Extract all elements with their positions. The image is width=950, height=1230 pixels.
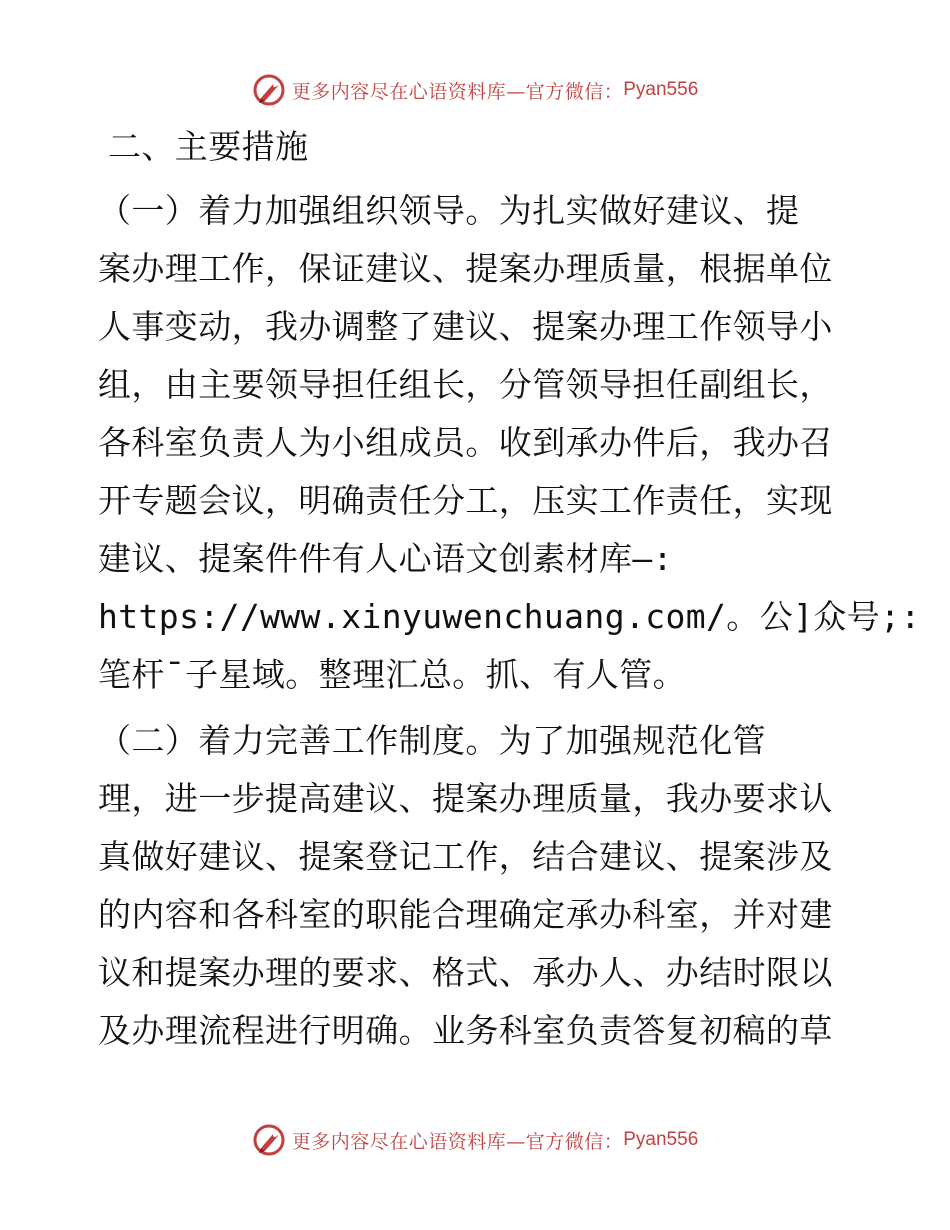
watermark-text: 更多内容尽在心语资料库—官方微信： <box>291 1130 624 1153</box>
paragraph-line: 真做好建议、提案登记工作，结合建议、提案涉及 <box>98 837 833 876</box>
paragraph-line: 及办理流程进行明确。业务科室负责答复初稿的草 <box>98 1011 833 1050</box>
paragraph-line: 建议、提案件件有人心语文创素材库—: <box>98 539 673 578</box>
paragraph-line: 议和提案办理的要求、格式、承办人、办结时限以 <box>98 953 833 992</box>
url-line: https://www.xinyuwenchuang.com/。公]众号;: <box>98 597 921 636</box>
paragraph-gap <box>98 704 858 712</box>
paragraph-line: （二）着力完善工作制度。为了加强规范化管 <box>98 721 766 760</box>
paragraph-line: 案办理工作，保证建议、提案办理质量，根据单位 <box>98 249 833 288</box>
watermark-wechat-id: Pyan556 <box>623 79 699 100</box>
footer-watermark <box>0 1120 950 1160</box>
paragraph-line: 笔杆¯子星域。整理汇总。抓、有人管。 <box>98 655 687 694</box>
watermark-wechat-id: Pyan556 <box>623 1129 699 1150</box>
paragraph-line: 的内容和各科室的职能合理确定承办科室，并对建 <box>98 895 833 934</box>
watermark-text: 更多内容尽在心语资料库—官方微信： <box>291 80 624 103</box>
header-watermark <box>0 70 950 110</box>
pen-logo-icon <box>252 1123 286 1157</box>
paragraph-line: 各科室负责人为小组成员。收到承办件后，我办召 <box>98 423 833 462</box>
pen-logo-icon <box>252 73 286 107</box>
document-body <box>98 118 921 1060</box>
paragraph-line: 人事变动，我办调整了建议、提案办理工作领导小 <box>98 307 833 346</box>
paragraph-line: 理，进一步提高建议、提案办理质量，我办要求认 <box>98 779 833 818</box>
paragraph-line: （一）着力加强组织领导。为扎实做好建议、提 <box>98 191 800 230</box>
paragraph-line: 组，由主要领导担任组长，分管领导担任副组长， <box>98 365 833 404</box>
paragraph-line: 开专题会议，明确责任分工，压实工作责任，实现 <box>98 481 833 520</box>
section-heading: 二、主要措施 <box>108 127 309 166</box>
